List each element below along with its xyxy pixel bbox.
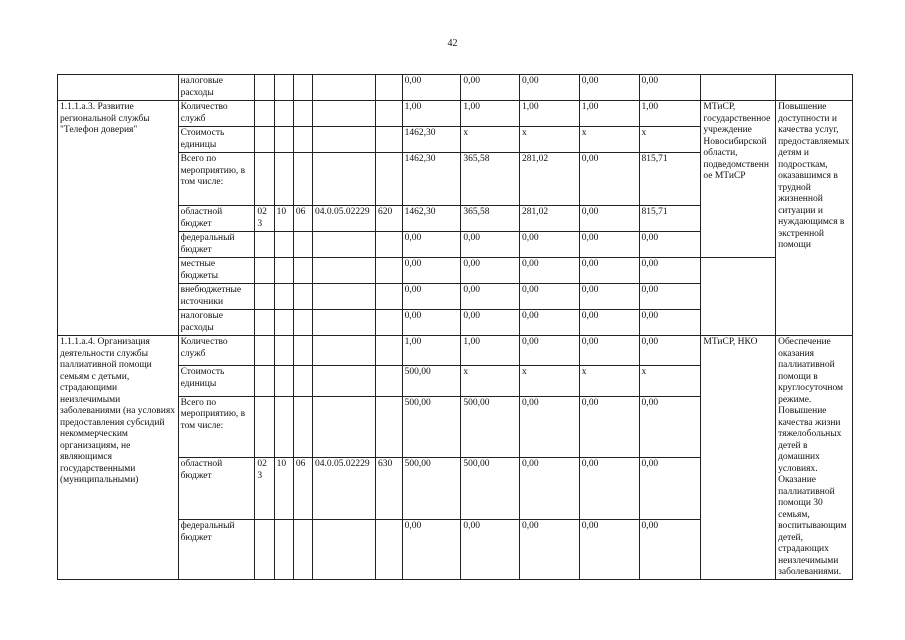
table-cell [293,232,312,258]
table-cell [274,232,293,258]
table-cell [293,75,312,101]
table-cell [274,284,293,310]
table-cell: 0,00 [520,75,580,101]
table-cell: налоговые расходы [178,310,255,336]
table-cell [255,284,274,310]
table-cell [293,153,312,206]
budget-table [57,74,853,580]
table-cell: 365,58 [461,153,520,206]
table-cell: Количество служб [178,336,255,366]
table-cell: 06 [293,206,312,232]
table-cell: 0,00 [520,396,580,458]
table-cell: 500,00 [402,458,461,520]
table-cell [375,153,402,206]
table-cell: 0,00 [579,396,639,458]
table-cell: 500,00 [402,366,461,396]
table-cell [313,396,376,458]
table-cell [375,232,402,258]
table-cell: 815,71 [639,153,701,206]
table-cell [255,258,274,284]
table-cell: 0,00 [579,232,639,258]
table-cell: Стоимость единицы [178,366,255,396]
table-cell: Повышение доступности и качества услуг, предоставляемых детям и подросткам, оказавшимся в трудной жизненной ситуации и нуждающимся в экстренной помощи [776,101,853,336]
table-cell [313,153,376,206]
table-cell: Стоимость единицы [178,127,255,153]
table-cell [375,336,402,366]
table-cell: 1.1.1.а.4. Организация деятельности службы паллиативной помощи семьям с детьми, страдающими неизлечимыми заболеваниями (на условиях предоставления субсидий некоммерческим организациям, не являющимся государственными (муниципальными) [58,336,179,580]
table-cell: x [520,366,580,396]
table-cell [313,366,376,396]
table-cell: 0,00 [520,232,580,258]
table-cell: местные бюджеты [178,258,255,284]
table-cell: 0,00 [639,258,701,284]
table-cell [375,101,402,127]
table-cell: 0,00 [461,520,520,579]
table-cell: 10 [274,458,293,520]
table-cell: федеральный бюджет [178,520,255,579]
table-cell: МТиСР, государственное учреждение Новосибирской области, подведомственное МТиСР [701,101,776,258]
table-cell [255,336,274,366]
table-cell: 500,00 [402,396,461,458]
table-cell [274,75,293,101]
table-cell [293,127,312,153]
table-cell: 500,00 [461,396,520,458]
page-number: 42 [447,38,458,49]
table-cell [375,75,402,101]
table-cell [255,127,274,153]
table-cell: 0,00 [402,310,461,336]
table-cell [313,232,376,258]
table-cell [293,310,312,336]
table-cell: 1462,30 [402,153,461,206]
table-cell [293,101,312,127]
table-cell: 023 [255,458,274,520]
table-cell: 0,00 [461,258,520,284]
table-cell: 0,00 [579,75,639,101]
table-cell: 04.0.05.02229 [313,206,376,232]
table-cell [293,396,312,458]
table-cell: 0,00 [402,284,461,310]
table-cell: 0,00 [579,284,639,310]
table-cell: 0,00 [402,258,461,284]
table-cell [274,336,293,366]
table-cell: 0,00 [520,310,580,336]
table-cell [274,520,293,579]
table-row [58,336,853,366]
table-cell [293,336,312,366]
table-cell: 0,00 [579,336,639,366]
table-cell: x [461,127,520,153]
table-cell: 0,00 [461,75,520,101]
table-cell [293,284,312,310]
table-cell: 1.1.1.а.3. Развитие региональной службы "Телефон доверия" [58,101,179,336]
table-cell [274,153,293,206]
table-row [58,75,853,101]
table-cell: Количество служб [178,101,255,127]
table-cell: 630 [375,458,402,520]
table-cell: внебюджетные источники [178,284,255,310]
table-cell: 1,00 [402,336,461,366]
table-cell [255,232,274,258]
table-cell: 1462,30 [402,127,461,153]
table-cell [293,366,312,396]
table-cell [776,75,853,101]
table-cell: x [461,366,520,396]
table-cell [255,75,274,101]
table-cell [255,366,274,396]
table-cell: 0,00 [579,310,639,336]
table-cell: 500,00 [461,458,520,520]
table-cell [313,520,376,579]
table-cell [274,366,293,396]
table-cell: 0,00 [520,258,580,284]
table-cell: Всего по мероприятию, в том числе: [178,153,255,206]
table-cell [293,520,312,579]
table-cell [274,396,293,458]
table-cell [313,127,376,153]
table-cell: 0,00 [402,520,461,579]
table-cell: МТиСР, НКО [701,336,776,580]
table-cell: 0,00 [579,206,639,232]
table-cell [375,366,402,396]
table-cell: 0,00 [579,520,639,579]
table-cell: 1,00 [520,101,580,127]
table-cell [701,258,776,336]
table-cell: 023 [255,206,274,232]
table-cell: 1,00 [579,101,639,127]
table-cell: 1,00 [402,101,461,127]
table-cell [313,310,376,336]
table-cell: 0,00 [639,284,701,310]
table-cell: 281,02 [520,206,580,232]
table-cell [255,310,274,336]
table-cell: 1,00 [461,336,520,366]
table-cell: 1462,30 [402,206,461,232]
table-cell: x [639,366,701,396]
table-cell [274,101,293,127]
table-cell: 1,00 [639,101,701,127]
table-cell: Всего по мероприятию, в том числе: [178,396,255,458]
table-cell [255,520,274,579]
table-cell: 0,00 [579,153,639,206]
table-cell: 0,00 [461,232,520,258]
table-cell [274,310,293,336]
table-cell: x [579,127,639,153]
table-cell [313,101,376,127]
table-cell: 04.0.05.02229 [313,458,376,520]
table-cell [375,284,402,310]
table-cell: 815,71 [639,206,701,232]
table-cell: областной бюджет [178,206,255,232]
table-cell [701,75,776,101]
table-cell [255,101,274,127]
table-row [58,101,853,127]
table-cell: 281,02 [520,153,580,206]
table-cell: 365,58 [461,206,520,232]
table-cell: 0,00 [639,396,701,458]
table-cell: 0,00 [520,336,580,366]
table-cell: x [579,366,639,396]
table-body [58,75,853,580]
table-cell [313,336,376,366]
table-cell: 0,00 [639,336,701,366]
table-cell: 06 [293,458,312,520]
table-cell: 0,00 [461,310,520,336]
table-cell: Обеспечение оказания паллиативной помощи в круглосуточном режиме. Повышение качества жизни тяжелобольных детей в домашних условиях. Оказание паллиативной помощи 30 семьям, воспитывающим детей, страдающих неизлечимыми заболеваниями. [776,336,853,580]
table-cell: 0,00 [579,258,639,284]
table-cell [313,258,376,284]
table-cell [255,396,274,458]
table-cell: 0,00 [402,75,461,101]
table-cell [375,396,402,458]
table-cell: налоговые расходы [178,75,255,101]
table-cell: 0,00 [639,458,701,520]
table-cell [375,520,402,579]
table-cell [375,127,402,153]
table-cell [293,258,312,284]
table-cell [313,284,376,310]
table-cell: 0,00 [402,232,461,258]
table-cell [313,75,376,101]
table-cell: 0,00 [579,458,639,520]
table-cell: 0,00 [639,232,701,258]
table-cell [58,75,179,101]
table-cell [375,258,402,284]
table-cell: 0,00 [639,75,701,101]
table-cell [375,310,402,336]
table-cell: 10 [274,206,293,232]
table-cell: 0,00 [520,458,580,520]
table-cell: 0,00 [520,520,580,579]
table-cell [274,258,293,284]
table-cell: 0,00 [639,310,701,336]
table-cell: 620 [375,206,402,232]
table-cell: x [520,127,580,153]
table-cell: 0,00 [639,520,701,579]
table-cell [274,127,293,153]
table-cell: 0,00 [520,284,580,310]
table-cell: x [639,127,701,153]
table-cell: областной бюджет [178,458,255,520]
table-cell: федеральный бюджет [178,232,255,258]
table-cell: 1,00 [461,101,520,127]
table-cell: 0,00 [461,284,520,310]
table-cell [255,153,274,206]
